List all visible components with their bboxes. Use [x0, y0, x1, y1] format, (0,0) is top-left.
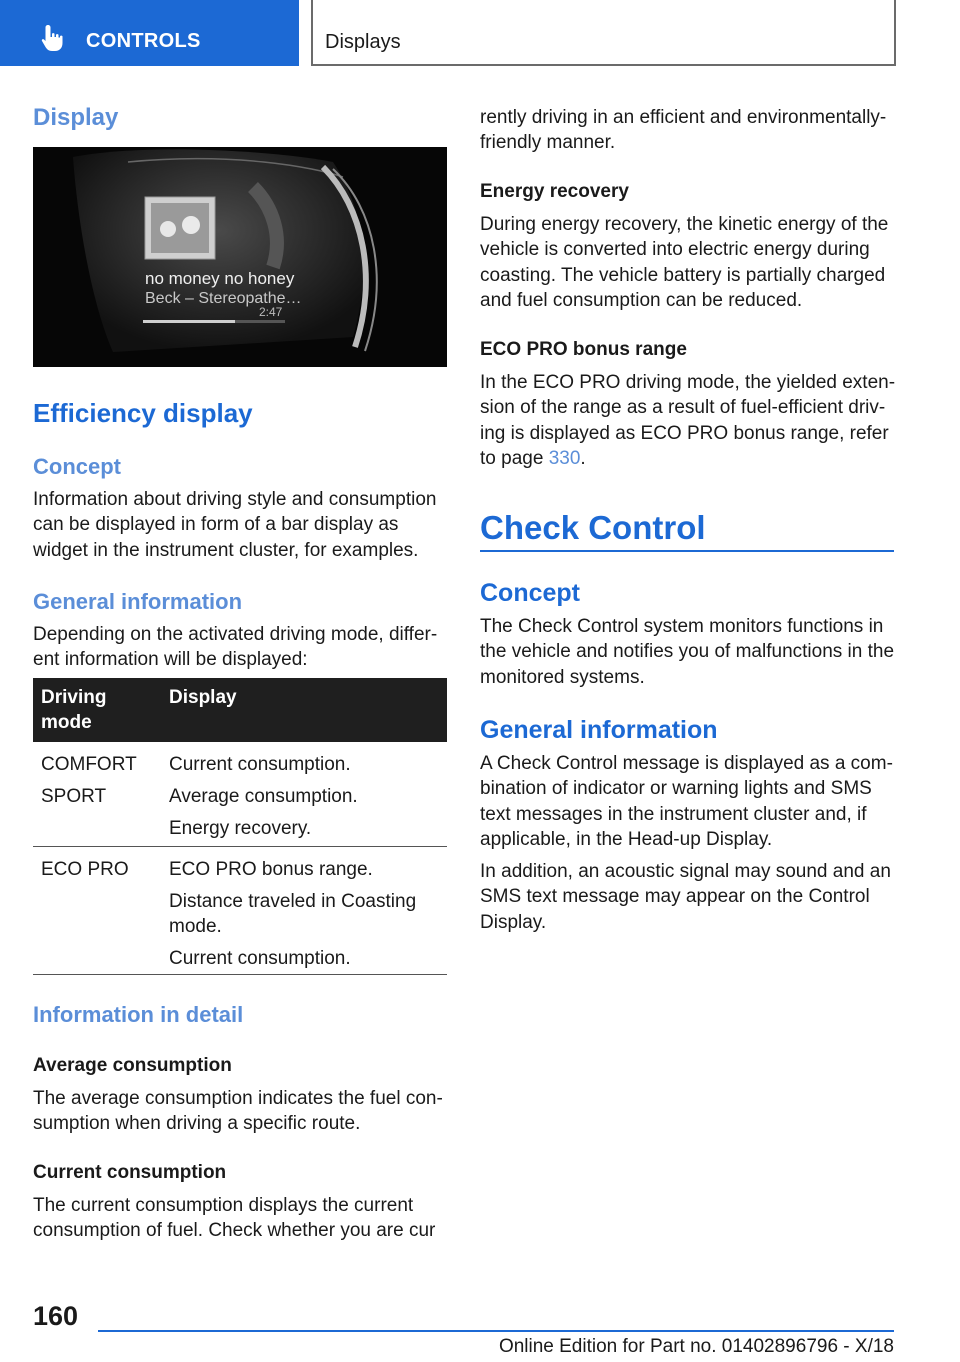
energy-recovery-heading: Energy recovery	[480, 181, 629, 202]
check-control-heading: Check Control	[480, 509, 706, 546]
col-driving-mode-header: Driving mode	[41, 687, 107, 733]
driving-mode-table	[33, 678, 447, 975]
eco-bonus-end: .	[580, 447, 586, 469]
mode-cell: COMFORT	[41, 754, 137, 775]
concept-heading: Concept	[33, 454, 121, 479]
edition-text: Online Edition for Part no. 01402896796 - X/18	[498, 1336, 894, 1357]
col-display-header: Display	[169, 687, 237, 708]
footer-rule	[98, 1330, 894, 1332]
cc-general-text-1: A Check Control message is displayed as a combination of indicator or warning lights and SMS text messages in the instrument cluster and, if applicable, in the Head-up Display.	[480, 753, 893, 850]
general-text: Depending on the activated driving mode, different information will be displayed:	[33, 624, 438, 671]
cluster-illustration	[33, 147, 447, 367]
hand-touch-icon	[40, 23, 66, 53]
cur-consumption-heading: Current consumption	[33, 1162, 227, 1183]
efficiency-heading: Efficiency display	[33, 398, 253, 428]
cc-general-heading: General information	[480, 716, 718, 744]
table-row	[33, 847, 447, 975]
mode-cell: ECO PRO	[41, 859, 129, 880]
display-heading: Display	[33, 104, 119, 131]
header-divider	[311, 0, 313, 66]
display-cell: Energy recovery.	[169, 818, 312, 839]
avg-consumption-text: The average consumption indicates the fuel consumption when driving a specific route.	[33, 1088, 443, 1135]
page-number: 160	[33, 1301, 79, 1331]
cc-concept-heading: Concept	[480, 579, 580, 607]
track-time: 2:47	[259, 305, 283, 319]
artist-name: Beck – Stereopathe…	[145, 290, 302, 307]
section-title: Displays	[325, 31, 401, 53]
cc-general-text-2: In addition, an acoustic signal may sound and an SMS text message may appear on the Control Display.	[480, 861, 891, 933]
energy-recovery-text: During energy recovery, the kinetic energy of the vehicle is converted into electric energy during coasting. The vehicle battery is partially charged and fuel consumption can be reduced.	[480, 214, 889, 311]
eco-bonus-heading: ECO PRO bonus range	[480, 339, 687, 360]
concept-text: Information about driving style and consumption can be displayed in form of a bar display as widget in the instrument cluster, for examples.	[33, 489, 437, 561]
display-cell: Current consumption.	[169, 948, 351, 969]
table-row	[33, 742, 447, 847]
chapter-tab[interactable]	[0, 0, 299, 66]
page-link[interactable]: 330	[548, 447, 581, 469]
display-cell: Distance traveled in Coasting mode.	[169, 891, 417, 937]
display-cell: Average consumption.	[169, 786, 358, 807]
instrument-cluster-photo	[33, 147, 447, 367]
avg-consumption-heading: Average consumption	[33, 1055, 232, 1076]
table-header	[33, 678, 447, 742]
chapter-label: CONTROLS	[86, 30, 201, 52]
check-control-rule	[480, 550, 894, 552]
display-cell: Current consumption.	[169, 754, 351, 775]
display-cell: ECO PRO bonus range.	[169, 859, 373, 880]
eco-bonus-text	[480, 370, 896, 471]
continued-text: rently driving in an efficient and environmentally-friendly manner.	[480, 107, 887, 154]
detail-heading: Information in detail	[33, 1002, 244, 1027]
mode-cell: SPORT	[41, 786, 107, 807]
song-title: no money no honey	[145, 269, 295, 288]
eco-bonus-body: In the ECO PRO driving mode, the yielded extension of the range as a result of fuel-efficient driving is displayed as ECO PRO bonus range, refer to page	[480, 372, 896, 469]
general-heading: General information	[33, 589, 243, 614]
cc-concept-text: The Check Control system monitors functions in the vehicle and notifies you of malfunctions in the monitored systems.	[480, 616, 895, 688]
cur-consumption-text: The current consumption displays the current consumption of fuel. Check whether you are cur	[33, 1195, 436, 1242]
header-rule	[311, 64, 896, 66]
header-rule-end	[894, 0, 896, 66]
